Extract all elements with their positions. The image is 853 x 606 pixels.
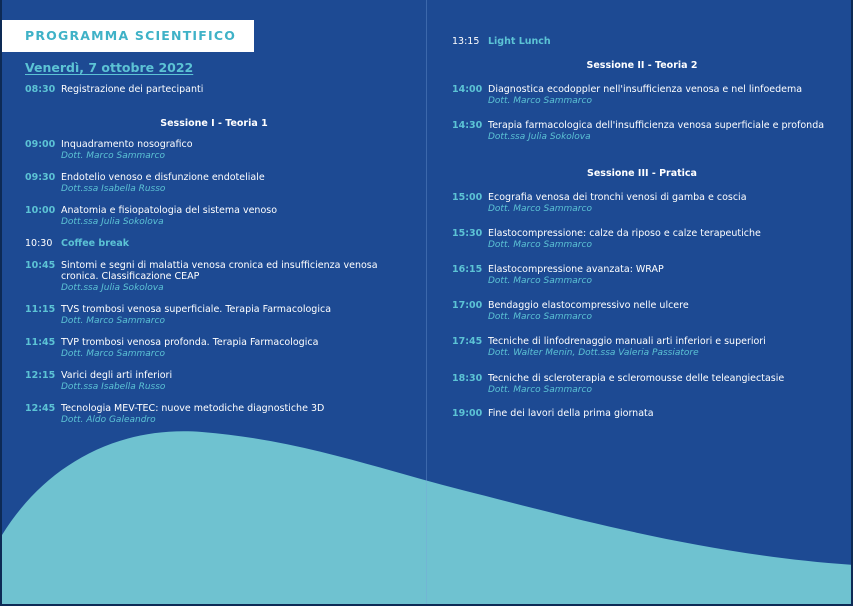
item-speaker: Dott. Marco Sammarco [488, 204, 592, 214]
item-speaker: Dott. Marco Sammarco [488, 240, 592, 250]
item-description: Registrazione dei partecipanti [61, 84, 204, 95]
item-time: 11:45 [25, 337, 56, 348]
item-description: Light Lunch [488, 36, 551, 47]
item-speaker: Dott. Marco Sammarco [488, 312, 592, 322]
item-description: Endotelio venoso e disfunzione endoteliale [61, 172, 265, 183]
title-banner [2, 20, 254, 52]
item-time: 09:30 [25, 172, 56, 183]
item-time: 14:30 [452, 120, 483, 131]
item-time: 09:00 [25, 139, 56, 150]
item-time: 19:00 [452, 408, 483, 419]
event-date: Venerdì, 7 ottobre 2022 [25, 60, 194, 75]
item-description: Varici degli arti inferiori [61, 370, 173, 381]
item-time: 13:15 [452, 36, 480, 47]
item-time: 12:15 [25, 370, 56, 381]
item-time: 16:15 [452, 264, 483, 275]
item-description: Bendaggio elastocompressivo nelle ulcere [488, 300, 689, 311]
item-time: 10:30 [25, 238, 53, 249]
item-speaker: Dott. Aldo Galeandro [61, 415, 156, 425]
item-time: 14:00 [452, 84, 483, 95]
item-description: Inquadramento nosografico [61, 139, 193, 150]
item-description: Tecnologia MEV-TEC: nuove metodiche diagnostiche 3D [61, 403, 325, 414]
item-speaker: Dott.ssa Isabella Russo [61, 382, 166, 392]
item-description: Fine dei lavori della prima giornata [488, 408, 654, 419]
session-2-heading: Sessione II - Teoria 2 [586, 60, 698, 71]
item-description: Coffee break [61, 238, 130, 249]
item-time: 17:45 [452, 336, 483, 347]
item-description: Ecografia venosa dei tronchi venosi di gamba e coscia [488, 192, 747, 203]
page-fold-line [426, 0, 427, 606]
item-speaker: Dott. Marco Sammarco [61, 316, 165, 326]
item-speaker: Dott. Walter Menin, Dott.ssa Valeria Passiatore [488, 348, 699, 358]
item-time: 10:45 [25, 260, 56, 271]
item-time: 10:00 [25, 205, 56, 216]
item-description: Terapia farmacologica dell'insufficienza venosa superficiale e profonda [488, 120, 825, 131]
session-1-heading: Sessione I - Teoria 1 [160, 118, 268, 129]
item-time: 15:00 [452, 192, 483, 203]
item-speaker: Dott. Marco Sammarco [61, 349, 165, 359]
item-description: Diagnostica ecodoppler nell'insufficienza venosa e nel linfoedema [488, 84, 803, 95]
item-time: 12:45 [25, 403, 56, 414]
item-description: TVP trombosi venosa profonda. Terapia Farmacologica [61, 337, 319, 348]
item-speaker: Dott. Marco Sammarco [488, 96, 592, 106]
item-description: Tecniche di linfodrenaggio manuali arti inferiori e superiori [488, 336, 766, 347]
item-time: 08:30 [25, 84, 56, 95]
item-description: Tecniche di scleroterapia e scleromousse delle teleangiectasie [488, 373, 785, 384]
item-time: 18:30 [452, 373, 483, 384]
item-time: 17:00 [452, 300, 483, 311]
item-speaker: Dott.ssa Julia Sokolova [61, 217, 164, 227]
item-speaker: Dott.ssa Julia Sokolova [61, 283, 164, 293]
item-speaker: Dott.ssa Julia Sokolova [488, 132, 591, 142]
page-title: PROGRAMMA SCIENTIFICO [25, 28, 237, 43]
item-speaker: Dott.ssa Isabella Russo [61, 184, 166, 194]
item-time: 11:15 [25, 304, 56, 315]
item-description: Sintomi e segni di malattia venosa cronica ed insufficienza venosa [61, 260, 378, 271]
item-time: 15:30 [452, 228, 483, 239]
session-3-heading: Sessione III - Pratica [587, 168, 697, 179]
item-description: TVS trombosi venosa superficiale. Terapia Farmacologica [61, 304, 332, 315]
item-description: Elastocompressione: calze da riposo e calze terapeutiche [488, 228, 761, 239]
item-speaker: Dott. Marco Sammarco [488, 276, 592, 286]
item-description: Anatomia e fisiopatologia del sistema venoso [61, 205, 278, 216]
item-description: Elastocompressione avanzata: WRAP [488, 264, 664, 275]
item-speaker: Dott. Marco Sammarco [488, 385, 592, 395]
item-speaker: Dott. Marco Sammarco [61, 151, 165, 161]
item-description-continued: cronica. Classificazione CEAP [61, 271, 200, 282]
